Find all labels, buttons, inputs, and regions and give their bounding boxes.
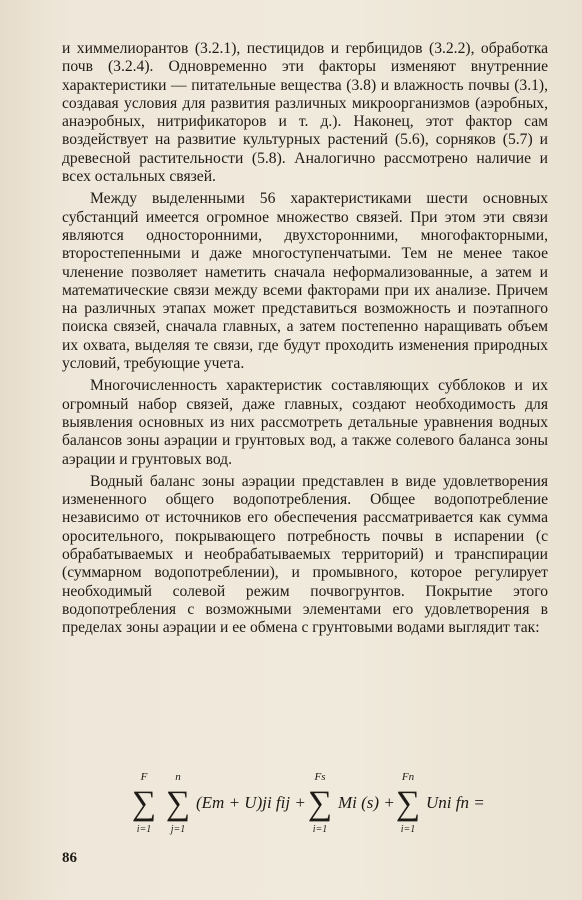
sum4-symbol: ∑: [395, 785, 421, 822]
formula-term-1: (Eт + U)ji fij +: [196, 793, 306, 812]
sum4-upper: Fn: [401, 771, 415, 783]
sum3-lower: i=1: [312, 824, 328, 835]
paragraph-2: Между выделенными 56 характеристиками шести основных субстанций имеется огромное множество связей. При этом эти связи являются односторонними, двухсторонними, многофакторными, второстепенными и даже многоступенчатыми. Тем не менее такое членение позволяет наметить сначала неформализованные, а затем и математические связи между всеми факторами при их анализе. Причем на различных этапах может представиться возможность и поэтапного поиска связей, сначала главных, а затем постепенно наращивать объем их охвата, выделяя те связи, где будут проходить изменения природных условий, требующие учета.: [62, 190, 548, 373]
paragraph-3: Многочисленность характеристик составляющих субблоков и их огромный набор связей, даже главных, создают необходимость для выявления основных из них рассмотреть детальные уравнения водных балансов зоны аэрации и грунтовых вод, а также солевого баланса зоны аэрации и грунтовых вод.: [62, 377, 548, 468]
sum3-upper: Fs: [314, 771, 326, 783]
sum1-upper: F: [140, 771, 148, 783]
sum2-symbol: ∑: [165, 785, 191, 822]
formula-term-2: Mi (s) +: [338, 793, 395, 812]
sum1-symbol: ∑: [131, 785, 157, 822]
paragraph-1: и химмелиорантов (3.2.1), пестицидов и гербицидов (3.2.2), обработка почв (3.2.4). Одновременно эти факторы изменяют внутренние характеристики — питательные вещества (3.8) и влажность почвы (3.1), создавая условия для развития различных микроорганизмов (аэробных, анаэробных, нитрификаторов и т. д.). Наконец, этот фактор сам воздействует на развитие культурных растений (5.6), сорняков (5.7) и древесной растительности (5.8). Аналогично рассмотрено наличие и всех остальных связей.: [62, 40, 548, 186]
sum4-lower: i=1: [400, 824, 416, 835]
sum2-upper: n: [175, 771, 181, 783]
sum1-lower: i=1: [136, 824, 152, 835]
body-text: [62, 40, 548, 638]
sum3-symbol: ∑: [307, 785, 333, 822]
sum2-lower: j=1: [170, 824, 186, 835]
paragraph-4: Водный баланс зоны аэрации представлен в виде удовлетворения измененного общего водопотребления. Общее водопотребление независимо от источников его обеспечения рассматривается как сумма оросительного, покрывающего потребность почвы в испарении (с обрабатываемых и необрабатываемых территорий) и транспирации (суммарном водопотреблении), и промывного, которое регулирует необходимый солевой режим почвогрунтов. Покрытие этого водопотребления с возможными элементами его удовлетворения в пределах зоны аэрации и ее обмена с грунтовыми водами выглядит так:: [62, 472, 548, 637]
page-number: 86: [62, 850, 77, 866]
water-balance-formula: [130, 766, 530, 846]
formula-svg: [130, 766, 530, 846]
formula-term-3: Uni fn =: [426, 793, 485, 812]
